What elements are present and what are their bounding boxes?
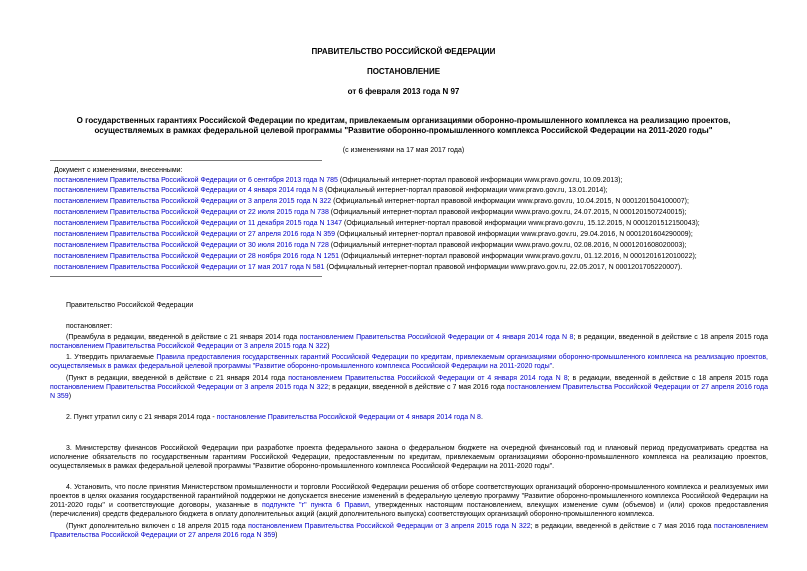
government-line: Правительство Российской Федерации bbox=[66, 302, 194, 309]
date-number: от 6 февраля 2013 года N 97 bbox=[347, 87, 460, 96]
change-link[interactable]: постановлением Правительства Российской Федерации от 22 июля 2015 года N 738 bbox=[54, 209, 329, 216]
divider-top bbox=[50, 160, 322, 161]
change-source: (Официальный интернет-портал правовой информации www.pravo.gov.ru, 10.09.2013); bbox=[337, 177, 623, 184]
change-link[interactable]: постановлением Правительства Российской Федерации от 27 апреля 2016 года N 359 bbox=[54, 231, 336, 238]
clause-3: 3. Министерству финансов Российской Федерации при разработке проекта федерального закона о федеральном бюджете на очередной финансовый год и плановый период предусматривать средства на исполнение обязательств по государственным гарантиям Российской Федерации, предоставленным по кредитам, привлекаемым организациями оборонно-промышленного комплекса на реализацию проектов, осуществляемых в рамках федеральной целевой программы "Развитие оборонно-промышленного комплекса Российской Федерации на 2011-2020 годы". bbox=[50, 445, 768, 470]
clause-1: 1. Утвердить прилагаемые Правила предоставления государственных гарантий Российской Федерации по кредитам, привлекаемым организациями оборонно-промышленного комплекса на реализацию проектов, осуществляемых в рамках федеральной целевой программы "Развитие оборонно-промышленного комплекса Российской Федерации на 2011-2020 годы". bbox=[50, 354, 768, 370]
amendment-link[interactable]: постановление Правительства Российской Федерации от 4 января 2014 года N 8 bbox=[216, 414, 481, 421]
change-source: (Официальный интернет-портал правовой информации www.pravo.gov.ru, 02.08.2016, N 0001201608020003); bbox=[328, 242, 687, 249]
amendment-link[interactable]: постановлением Правительства Российской Федерации от 3 апреля 2015 года N 322 bbox=[50, 384, 329, 391]
clause-1-note: (Пункт в редакции, введенной в действие с 21 января 2014 года постановлением Правительства Российской Федерации от 4 января 2014 года N 8; в редакции, введенной в действие с 18 апреля 2015 года постановлением Правительства Российской Федерации от 3 апреля 2015 года N 322; в редакции, введенной в действие с 7 мая 2016 года постановлением Правительства Российской Федерации от 27 апреля 2016 года N 359) bbox=[50, 375, 768, 400]
clause-4-note: (Пункт дополнительно включен с 18 апреля 2015 года постановлением Правительства Российской Федерации от 3 апреля 2015 года N 322; в редакции, введенной в действие с 7 мая 2016 года постановлением Правительства Российской Федерации от 27 апреля 2016 года N 359) bbox=[50, 523, 768, 539]
amendment-link[interactable]: постановлением Правительства Российской Федерации от 3 апреля 2015 года N 322 bbox=[50, 343, 328, 350]
divider-bottom bbox=[50, 276, 322, 277]
clause-4: 4. Установить, что после принятия Министерством промышленности и торговли Российской Федерации решения об отборе соответствующих организаций оборонно-промышленного комплекса и реализуемых ими проектов в целях оказания государственной гарантийной поддержки не допускается внесение изменений в федеральную целевую программу "Развитие оборонно-промышленного комплекса Российской Федерации на 2011-2020 годы" и соответствующие договоры, указанные в подпункте "г" пункта 6 Правил, утвержденных настоящим постановлением, влекущих изменение сумм (объемов) и (или) сроков предоставления (перечисления) средств федерального бюджета в оплату дополнительных акций (акций дополнительного выпуска) соответствующих организаций оборонно-промышленного комплекса. bbox=[50, 484, 768, 518]
change-link[interactable]: постановлением Правительства Российской Федерации от 4 января 2014 года N 8 bbox=[54, 187, 324, 194]
change-source: (Официальный интернет-портал правовой информации www.pravo.gov.ru, 10.04.2015, N 0001201504100007); bbox=[331, 198, 689, 205]
change-link[interactable]: постановлением Правительства Российской Федерации от 3 апреля 2015 года N 322 bbox=[54, 198, 332, 205]
change-item bbox=[54, 197, 689, 206]
change-source: (Официальный интернет-портал правовой информации www.pravo.gov.ru, 29.04.2016, N 0001201604290009); bbox=[335, 231, 693, 238]
change-item bbox=[54, 230, 693, 239]
change-source: (Официальный интернет-портал правовой информации www.pravo.gov.ru, 01.12.2016, N 0001201612010022); bbox=[339, 253, 697, 260]
org-heading: ПРАВИТЕЛЬСТВО РОССИЙСКОЙ ФЕДЕРАЦИИ bbox=[311, 47, 496, 56]
change-item bbox=[54, 219, 700, 228]
change-link[interactable]: постановлением Правительства Российской Федерации от 17 мая 2017 года N 581 bbox=[54, 264, 325, 271]
change-link[interactable]: постановлением Правительства Российской Федерации от 11 декабря 2015 года N 1347 bbox=[54, 220, 343, 227]
rules-subclause-link[interactable]: подпункте "г" пункта 6 Правил bbox=[261, 502, 369, 509]
amendment-link[interactable]: постановлением Правительства Российской Федерации от 3 апреля 2015 года N 322 bbox=[248, 523, 531, 530]
amendment-link[interactable]: постановлением Правительства Российской Федерации от 4 января 2014 года N 8 bbox=[299, 334, 574, 341]
change-source: (Официальный интернет-портал правовой информации www.pravo.gov.ru, 15.12.2015, N 0001201512150043); bbox=[342, 220, 700, 227]
doc-type-heading: ПОСТАНОВЛЕНИЕ bbox=[366, 67, 441, 76]
title-line-2: осуществляемых в рамках федеральной целевой программы "Развитие оборонно-промышленного комплекса Российской Федерации на 2011-2020 годы" bbox=[94, 126, 713, 135]
change-item bbox=[54, 263, 682, 272]
change-item bbox=[54, 208, 687, 217]
changes-intro: Документ с изменениями, внесенными: bbox=[54, 167, 183, 174]
title-line-1: О государственных гарантиях Российской Федерации по кредитам, привлекаемым организациями оборонно-промышленного комплекса на реализацию проектов, bbox=[76, 116, 731, 125]
change-item bbox=[54, 186, 608, 195]
amendment-link[interactable]: постановлением Правительства Российской Федерации от 27 апреля 2016 года N 359 bbox=[50, 523, 768, 539]
change-item bbox=[54, 176, 622, 185]
decides-line: постановляет: bbox=[66, 323, 113, 330]
change-link[interactable]: постановлением Правительства Российской Федерации от 6 сентября 2013 года N 785 bbox=[54, 177, 338, 184]
amendment-link[interactable]: постановлением Правительства Российской Федерации от 4 января 2014 года N 8 bbox=[288, 375, 568, 382]
change-source: (Официальный интернет-портал правовой информации www.pravo.gov.ru, 13.01.2014); bbox=[323, 187, 608, 194]
change-link[interactable]: постановлением Правительства Российской Федерации от 28 ноября 2016 года N 1251 bbox=[54, 253, 340, 260]
amendment-link[interactable]: постановлением Правительства Российской Федерации от 27 апреля 2016 года N 359 bbox=[50, 384, 768, 400]
change-link[interactable]: постановлением Правительства Российской Федерации от 30 июля 2016 года N 728 bbox=[54, 242, 329, 249]
clause-2: 2. Пункт утратил силу с 21 января 2014 года - постановление Правительства Российской Федерации от 4 января 2014 года N 8. bbox=[66, 414, 483, 421]
change-item bbox=[54, 252, 697, 261]
rules-link[interactable]: Правила предоставления государственных гарантий Российской Федерации по кредитам, привлекаемым организациями оборонно-промышленного комплекса на реализацию проектов, осуществляемых в рамках федеральной целевой программы "Развитие оборонно-промышленного комплекса Российской Федерации на 2011-2020 годы" bbox=[50, 354, 768, 370]
change-source: (Официальный интернет-портал правовой информации www.pravo.gov.ru, 22.05.2017, N 0001201705220007). bbox=[324, 264, 683, 271]
change-source: (Официальный интернет-портал правовой информации www.pravo.gov.ru, 24.07.2015, N 0001201507240015); bbox=[328, 209, 687, 216]
change-item bbox=[54, 241, 687, 250]
preamble-note: (Преамбула в редакции, введенной в действие с 21 января 2014 года постановлением Правительства Российской Федерации от 4 января 2014 года N 8; в редакции, введенной в действие с 18 апреля 2015 года постановлением Правительства Российской Федерации от 3 апреля 2015 года N 322) bbox=[50, 334, 768, 350]
edition-note: (с изменениями на 17 мая 2017 года) bbox=[342, 147, 465, 154]
